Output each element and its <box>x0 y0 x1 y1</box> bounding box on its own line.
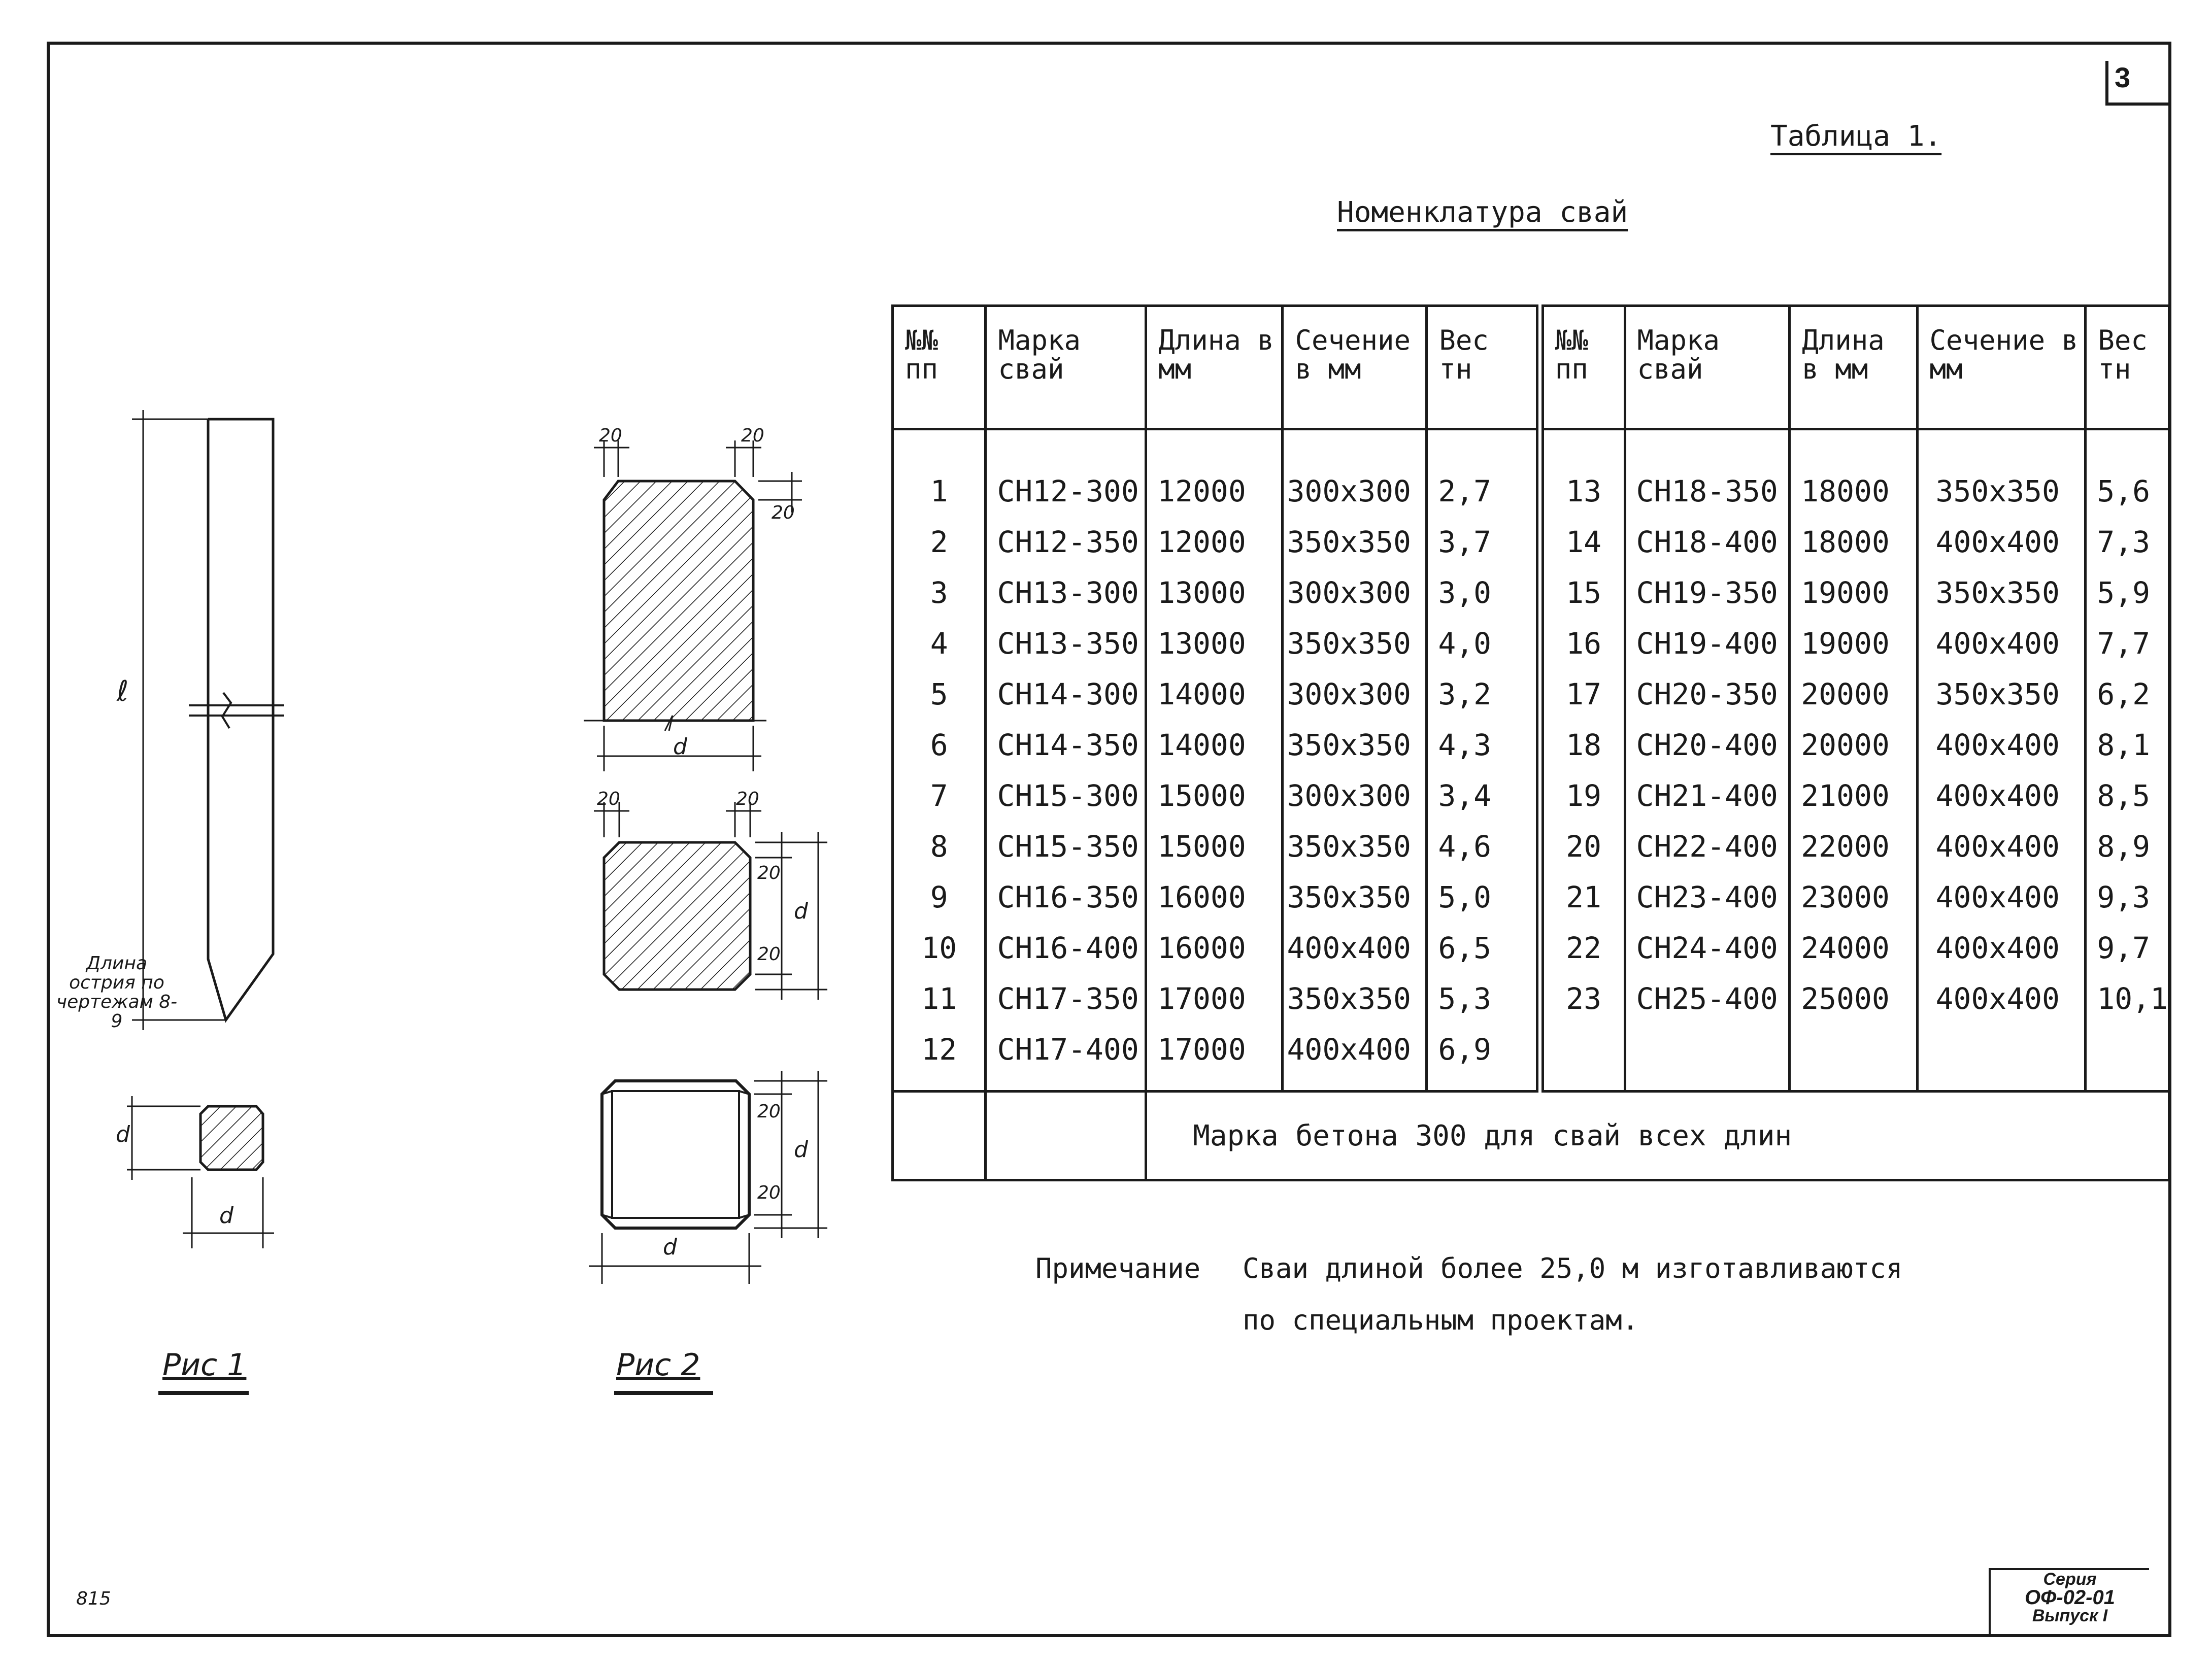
chamfer-dimension-label: 20 <box>599 425 622 446</box>
cell: СН14-350 <box>997 728 1139 762</box>
square-section <box>594 802 827 1000</box>
cell: 350x350 <box>1287 829 1411 864</box>
cell: 350x350 <box>1287 880 1411 914</box>
chamfer-dimension-label: 20 <box>757 863 781 883</box>
cell: 300x300 <box>1287 474 1411 508</box>
cell: 4,3 <box>1438 728 1492 762</box>
cell: 8,5 <box>2097 778 2151 813</box>
cell: СН12-300 <box>997 474 1139 508</box>
cell: 400x400 <box>1935 981 2060 1016</box>
cell: СН23-400 <box>1636 880 1778 914</box>
cell: СН19-400 <box>1636 626 1778 661</box>
cell: СН25-400 <box>1636 981 1778 1016</box>
cell: 20000 <box>1801 728 1890 762</box>
cell: 10,1 <box>2097 981 2168 1016</box>
col-header-length-2: Длина в мм <box>1790 306 1917 429</box>
cell: 2,7 <box>1438 474 1492 508</box>
cell: 400x400 <box>1935 778 2060 813</box>
figure-2-caption: Рис 2 <box>616 1347 700 1383</box>
cell: 9 <box>930 880 948 914</box>
cell: СН16-350 <box>997 880 1139 914</box>
cell: СН14-300 <box>997 677 1139 711</box>
cell: 400x400 <box>1935 931 2060 965</box>
chamfer-dimension-label: 20 <box>757 1182 781 1203</box>
cell: 350x350 <box>1935 677 2060 711</box>
cell: 300x300 <box>1287 575 1411 610</box>
chamfer-dimension-label: 20 <box>597 789 620 809</box>
cell: СН20-400 <box>1636 728 1778 762</box>
pile-elevation <box>132 410 284 1030</box>
cell: 10 <box>921 931 957 965</box>
cell: 3,0 <box>1438 575 1492 610</box>
cell: 16000 <box>1157 931 1246 965</box>
cell: СН18-400 <box>1636 525 1778 559</box>
cell: 400x400 <box>1287 1032 1411 1067</box>
d-dimension-label: d <box>794 898 808 924</box>
cell: 21 <box>1566 880 1602 914</box>
cell: СН19-350 <box>1636 575 1778 610</box>
cell: 2 <box>930 525 948 559</box>
stamp-series-label: Серия <box>2043 1570 2097 1589</box>
cell: 19 <box>1566 778 1602 813</box>
cell: 8,9 <box>2097 829 2151 864</box>
cell: 6,9 <box>1438 1032 1492 1067</box>
cell: 13000 <box>1157 626 1246 661</box>
cell: 350x350 <box>1287 728 1411 762</box>
cell: 18 <box>1566 728 1602 762</box>
cell: 4 <box>930 626 948 661</box>
cell: 17000 <box>1157 1032 1246 1067</box>
d-dimension-label: d <box>673 734 687 760</box>
cell: 6,2 <box>2097 677 2151 711</box>
cell: 12000 <box>1157 525 1246 559</box>
cell: 23 <box>1566 981 1602 1016</box>
length-dimension-label: ℓ <box>117 675 129 708</box>
col-header-num: №№ пп <box>893 306 986 429</box>
cell: 24000 <box>1801 931 1890 965</box>
cell: 7 <box>930 778 948 813</box>
cell: СН17-350 <box>997 981 1139 1016</box>
d-dimension-label: d <box>794 1137 808 1163</box>
cell: СН22-400 <box>1636 829 1778 864</box>
figure-1-caption: Рис 1 <box>162 1347 247 1383</box>
cell: 18000 <box>1801 474 1890 508</box>
rectangular-section <box>584 440 802 771</box>
cell: 9,7 <box>2097 931 2151 965</box>
cell: 7,3 <box>2097 525 2151 559</box>
cell: 14000 <box>1157 677 1246 711</box>
note-line-2: по специальным проектам. <box>1243 1304 1639 1336</box>
cell: 300x300 <box>1287 677 1411 711</box>
chamfer-dimension-label: 20 <box>772 502 795 523</box>
cell: 4,0 <box>1438 626 1492 661</box>
cell: 17000 <box>1157 981 1246 1016</box>
cell: 14 <box>1566 525 1602 559</box>
cell: 9,3 <box>2097 880 2151 914</box>
stamp-issue: Выпуск I <box>2032 1606 2108 1625</box>
cell: СН21-400 <box>1636 778 1778 813</box>
col-header-mark-2: Марка свай <box>1625 306 1790 429</box>
cell: 13000 <box>1157 575 1246 610</box>
cell: СН20-350 <box>1636 677 1778 711</box>
cell: 4,6 <box>1438 829 1492 864</box>
cell: 400x400 <box>1935 829 2060 864</box>
cell: 5,0 <box>1438 880 1492 914</box>
col-header-section: Сечение в мм <box>1283 306 1427 429</box>
cell: 13 <box>1566 474 1602 508</box>
stamp-series-code: ОФ-02-01 <box>2025 1586 2115 1609</box>
cell: 20 <box>1566 829 1602 864</box>
table-title: Номенклатура свай <box>1337 196 1628 229</box>
cell: 15000 <box>1157 829 1246 864</box>
cell: 21000 <box>1801 778 1890 813</box>
cell: СН15-350 <box>997 829 1139 864</box>
cell: 16000 <box>1157 880 1246 914</box>
cell: 8 <box>930 829 948 864</box>
cell: 3,7 <box>1438 525 1492 559</box>
cell: 18000 <box>1801 525 1890 559</box>
reinforcement-section <box>589 1071 827 1284</box>
cell: СН17-400 <box>997 1032 1139 1067</box>
cell: 7,7 <box>2097 626 2151 661</box>
cell: СН13-300 <box>997 575 1139 610</box>
cell: СН15-300 <box>997 778 1139 813</box>
inventory-mark: 815 <box>76 1588 111 1609</box>
d-dimension-label: d <box>663 1234 677 1260</box>
col-header-num-2: №№ пп <box>1540 306 1625 429</box>
cell: 20000 <box>1801 677 1890 711</box>
cell: СН24-400 <box>1636 931 1778 965</box>
cell: СН16-400 <box>997 931 1139 965</box>
cell: СН12-350 <box>997 525 1139 559</box>
cell: 1 <box>930 474 948 508</box>
cell: 400x400 <box>1935 525 2060 559</box>
chamfer-dimension-label: 20 <box>736 789 759 809</box>
cell: 400x400 <box>1935 728 2060 762</box>
chamfer-dimension-label: 20 <box>757 944 781 965</box>
col-header-length: Длина в мм <box>1146 306 1283 429</box>
cell: 6,5 <box>1438 931 1492 965</box>
sheet-number: 3 <box>2105 61 2169 106</box>
cell: 17 <box>1566 677 1602 711</box>
table-label: Таблица 1. <box>1770 120 1942 153</box>
cell: 300x300 <box>1287 778 1411 813</box>
cell: 400x400 <box>1287 931 1411 965</box>
col-header-weight-2: Вес тн <box>2086 306 2169 429</box>
cell: 12 <box>921 1032 957 1067</box>
cell: 5,6 <box>2097 474 2151 508</box>
cell: 19000 <box>1801 575 1890 610</box>
cell: 400x400 <box>1935 880 2060 914</box>
concrete-grade-note: Марка бетона 300 для свай всех длин <box>1146 1092 2169 1180</box>
cell: 8,1 <box>2097 728 2151 762</box>
cell: 19000 <box>1801 626 1890 661</box>
note-line-1: Сваи длиной более 25,0 м изготавливаются <box>1243 1252 1903 1284</box>
pile-small-section <box>127 1096 274 1248</box>
col-header-weight: Вес тн <box>1427 306 1540 429</box>
cell: 350x350 <box>1287 525 1411 559</box>
cell: 3,2 <box>1438 677 1492 711</box>
chamfer-dimension-label: 20 <box>757 1101 781 1122</box>
cell: 350x350 <box>1287 981 1411 1016</box>
cell: СН18-350 <box>1636 474 1778 508</box>
cell: 15000 <box>1157 778 1246 813</box>
col-header-section-2: Сечение в мм <box>1917 306 2086 429</box>
cell: 6 <box>930 728 948 762</box>
cell: 5,3 <box>1438 981 1492 1016</box>
cell: 3,4 <box>1438 778 1492 813</box>
cell: 400x400 <box>1935 626 2060 661</box>
cell: 16 <box>1566 626 1602 661</box>
cell: 23000 <box>1801 880 1890 914</box>
tip-length-note: Длина острия по чертежам 8-9 <box>56 953 178 1032</box>
cell: СН13-350 <box>997 626 1139 661</box>
cell: 22 <box>1566 931 1602 965</box>
cell: 3 <box>930 575 948 610</box>
cell: 5 <box>930 677 948 711</box>
cell: 350x350 <box>1287 626 1411 661</box>
d-dimension-label: d <box>116 1121 130 1147</box>
series-stamp <box>1989 1568 2149 1637</box>
d-dimension-label: d <box>219 1203 233 1229</box>
cell: 5,9 <box>2097 575 2151 610</box>
cell: 25000 <box>1801 981 1890 1016</box>
cell: 350x350 <box>1935 575 2060 610</box>
cell: 14000 <box>1157 728 1246 762</box>
cell: 11 <box>921 981 957 1016</box>
cell: 350x350 <box>1935 474 2060 508</box>
cell: 22000 <box>1801 829 1890 864</box>
cell: 15 <box>1566 575 1602 610</box>
note-label: Примечание <box>1035 1252 1201 1284</box>
cell: 12000 <box>1157 474 1246 508</box>
chamfer-dimension-label: 20 <box>741 425 764 446</box>
col-header-mark: Марка свай <box>986 306 1146 429</box>
